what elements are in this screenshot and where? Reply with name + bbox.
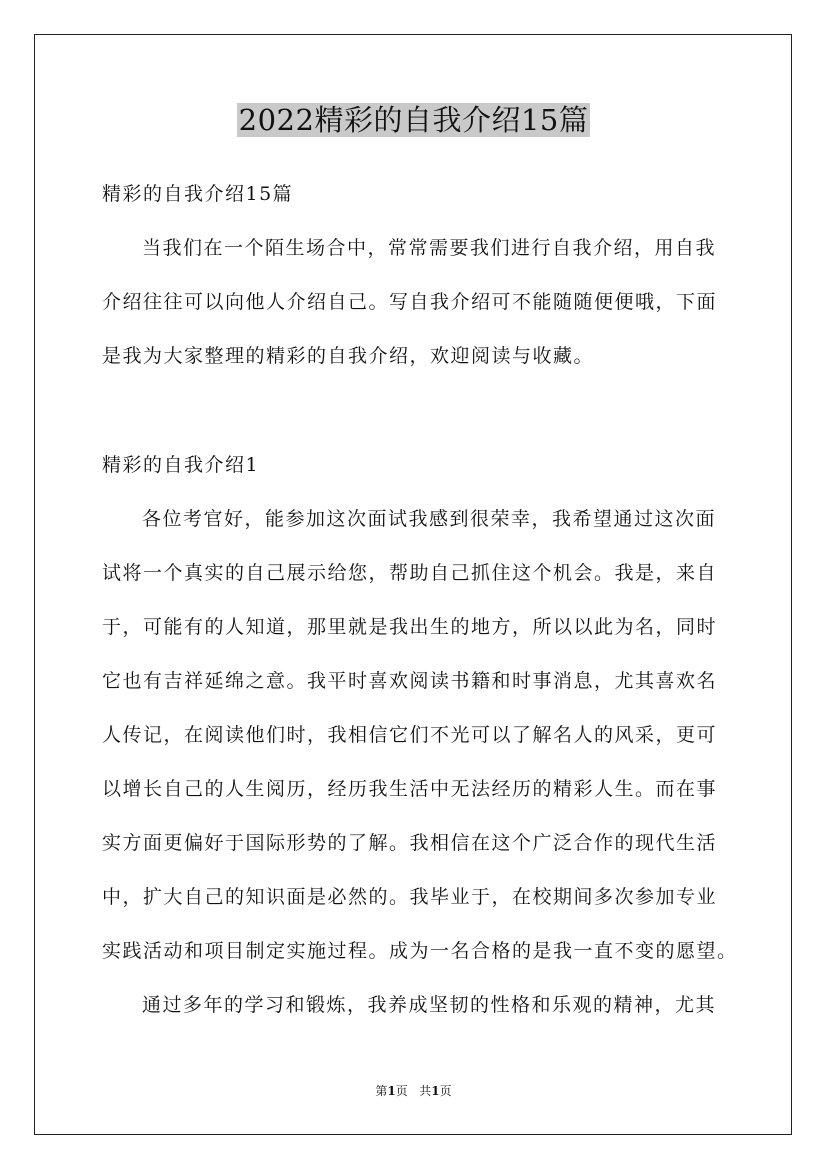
document-title: 2022精彩的自我介绍15篇 [238,103,589,137]
body-line: 试将一个真实的自己展示给您，帮助自己抓住这个机会。我是，来自 [102,562,718,584]
body-line: 实方面更偏好于国际形势的了解。我相信在这个广泛合作的现代生活 [102,832,718,854]
body-line: 人传记，在阅读他们时，我相信它们不光可以了解名人的风采，更可 [102,724,718,746]
page-number-label: 第1页 [375,1084,408,1098]
section-heading: 精彩的自我介绍1 [102,454,260,476]
body-line: 中，扩大自己的知识面是必然的。我毕业于，在校期间多次参加专业 [102,886,718,908]
page-total-label: 共1页 [419,1084,452,1098]
intro-line: 介绍往往可以向他人介绍自己。写自我介绍可不能随随便便哦，下面 [102,291,718,313]
body-line: 以增长自己的人生阅历，经历我生活中无法经历的精彩人生。而在事 [102,778,718,800]
body-line: 通过多年的学习和锻炼，我养成坚韧的性格和乐观的精神，尤其 [142,994,717,1016]
body-line: 于，可能有的人知道，那里就是我出生的地方，所以以此为名，同时 [102,616,718,638]
body-line: 实践活动和项目制定实施过程。成为一名合格的是我一直不变的愿望。 [102,940,738,962]
body-line: 各位考官好，能参加这次面试我感到很荣幸，我希望通过这次面 [142,508,717,530]
intro-line: 是我为大家整理的精彩的自我介绍，欢迎阅读与收藏。 [102,345,595,367]
subtitle: 精彩的自我介绍15篇 [102,183,294,205]
page-footer [0,1083,827,1099]
document-title-container [0,100,827,140]
body-line: 它也有吉祥延绵之意。我平时喜欢阅读书籍和时事消息，尤其喜欢名 [102,670,718,692]
intro-line: 当我们在一个陌生场合中，常常需要我们进行自我介绍，用自我 [142,237,717,259]
